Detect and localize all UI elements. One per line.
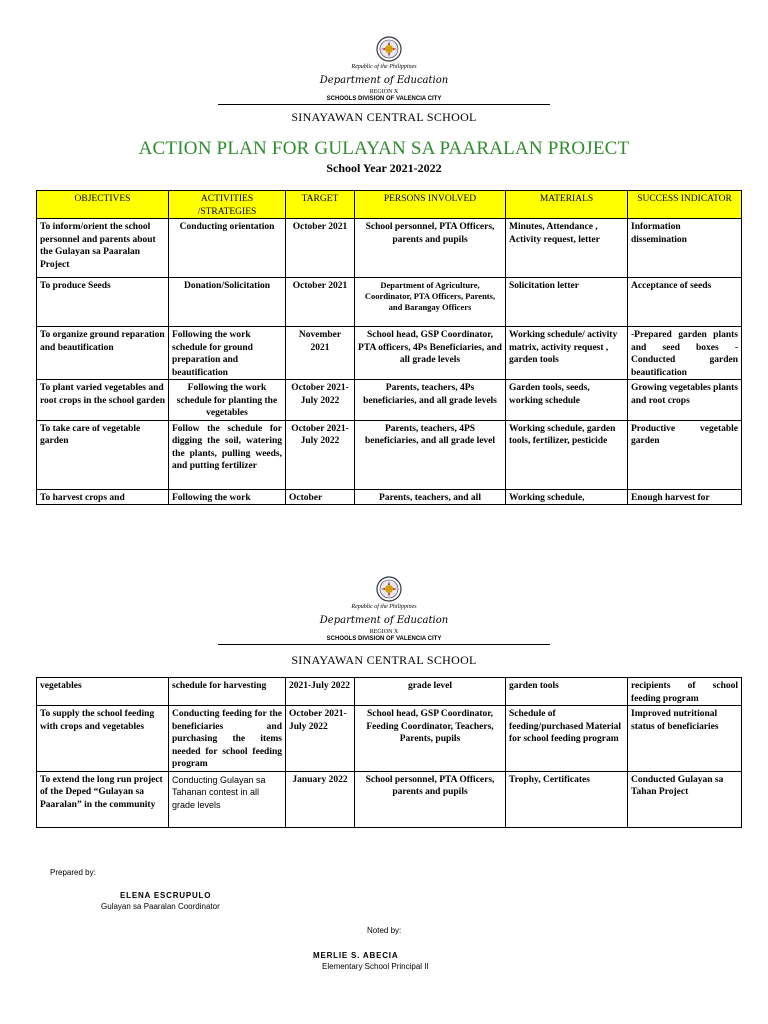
table-cell: Growing vegetables plants and root crops	[628, 380, 742, 421]
region-label: REGION X	[369, 89, 399, 95]
table-cell: Working schedule/ activity matrix, activity request , garden tools	[506, 327, 628, 380]
header-persons-involved: PERSONS INVOLVED	[355, 191, 506, 219]
table-cell: garden tools	[506, 678, 628, 706]
table-cell: Parents, teachers, and all	[355, 489, 506, 505]
table-cell: School head, GSP Coordinator, Feeding Coordinator, Teachers, Parents, pupils	[355, 706, 506, 772]
header-activities: ACTIVITIES /STRATEGIES	[169, 191, 286, 219]
header-success-indicator: SUCCESS INDICATOR	[628, 191, 742, 219]
school-year: School Year 2021-2022	[326, 161, 442, 175]
table-cell: To harvest crops and	[37, 489, 169, 505]
header-objectives: OBJECTIVES	[37, 191, 169, 219]
prepared-by-role: Gulayan sa Paaralan Coordinator	[101, 902, 220, 911]
table-cell: Follow the schedule for digging the soil, watering the plants, pulling weeds, and putting fertilizer	[169, 420, 286, 489]
region-label: REGION X	[369, 629, 399, 635]
table-row	[37, 420, 742, 489]
table-cell: Solicitation letter	[506, 278, 628, 327]
deped-label: Department of Education	[319, 75, 449, 86]
table-cell: October 2021	[286, 278, 355, 327]
deped-seal-icon	[376, 36, 402, 62]
header-divider	[218, 104, 550, 105]
table-cell: Acceptance of seeds	[628, 278, 742, 327]
table-cell: To supply the school feeding with crops and vegetables	[37, 706, 169, 772]
table-cell: School personnel, PTA Officers, parents and pupils	[355, 219, 506, 278]
table-cell: Following the work schedule for planting the vegetables	[169, 380, 286, 421]
division-label: SCHOOLS DIVISION OF VALENCIA CITY	[326, 636, 442, 642]
table-cell: Parents, teachers, 4PS beneficiaries, and all grade level	[355, 420, 506, 489]
table-cell: October 2021-July 2022	[286, 420, 355, 489]
table-cell: To produce Seeds	[37, 278, 169, 327]
table-cell: To extend the long run project of the Deped “Gulayan sa Paaralan” in the community	[37, 771, 169, 827]
table-cell: Minutes, Attendance , Activity request, letter	[506, 219, 628, 278]
table-cell: Conducting feeding for the beneficiaries and purchasing the items needed for school feeding program	[169, 706, 286, 772]
header-target: TARGET	[286, 191, 355, 219]
table-cell: To plant varied vegetables and root crops in the school garden	[37, 380, 169, 421]
prepared-by-name: ELENA ESCRUPULO	[120, 891, 212, 900]
header-materials: MATERIALS	[506, 191, 628, 219]
table-cell: -Prepared garden plants and seed boxes -Conducted garden beautification	[628, 327, 742, 380]
table-row	[37, 489, 742, 505]
deped-seal-icon	[376, 576, 402, 602]
page-2	[0, 560, 768, 1024]
table-cell: Working schedule,	[506, 489, 628, 505]
table-cell: Department of Agriculture, Coordinator, PTA Officers, Parents, and Barangay Officers	[355, 278, 506, 327]
noted-by-role: Elementary School Principal II	[322, 962, 429, 971]
table-cell: Conducted Gulayan sa Tahan Project	[628, 771, 742, 827]
action-plan-table	[36, 190, 742, 505]
table-cell: schedule for harvesting	[169, 678, 286, 706]
table-row	[37, 771, 742, 827]
table-row	[37, 219, 742, 278]
table-cell: Parents, teachers, 4Ps beneficiaries, and all grade levels	[355, 380, 506, 421]
table-cell: To take care of vegetable garden	[37, 420, 169, 489]
republic-label: Republic of the Philippines	[351, 604, 417, 610]
header-divider	[218, 644, 550, 645]
table-cell: October 2021-July 2022	[286, 706, 355, 772]
republic-label: Republic of the Philippines	[351, 64, 417, 70]
table-row	[37, 327, 742, 380]
table-cell: School personnel, PTA Officers, parents and pupils	[355, 771, 506, 827]
table-cell: Conducting Gulayan sa Tahanan contest in all grade levels	[169, 771, 286, 827]
table-cell: Trophy, Certificates	[506, 771, 628, 827]
table-cell: October	[286, 489, 355, 505]
table-cell: To organize ground reparation and beautification	[37, 327, 169, 380]
table-cell: Productive vegetable garden	[628, 420, 742, 489]
noted-by-label: Noted by:	[367, 926, 402, 935]
deped-label: Department of Education	[319, 615, 449, 626]
table-cell: grade level	[355, 678, 506, 706]
table-cell: Conducting orientation	[169, 219, 286, 278]
school-name: SINAYAWAN CENTRAL SCHOOL	[291, 110, 477, 124]
table-cell: School head, GSP Coordinator, PTA officers, 4Ps Beneficiaries, and all grade levels	[355, 327, 506, 380]
table-cell: Schedule of feeding/purchased Material for school feeding program	[506, 706, 628, 772]
table-cell: Enough harvest for	[628, 489, 742, 505]
table-row	[37, 380, 742, 421]
table-cell: recipients of school feeding program	[628, 678, 742, 706]
table-cell: October 2021	[286, 219, 355, 278]
table-cell: To inform/orient the school personnel and parents about the Gulayan sa Paaralan Project	[37, 219, 169, 278]
table-cell: Garden tools, seeds, working schedule	[506, 380, 628, 421]
table-cell: January 2022	[286, 771, 355, 827]
action-plan-table-continued	[36, 677, 742, 828]
table-cell: Working schedule, garden tools, fertilizer, pesticide	[506, 420, 628, 489]
table-cell: November 2021	[286, 327, 355, 380]
table-cell: Donation/Solicitation	[169, 278, 286, 327]
table-cell: Following the work	[169, 489, 286, 505]
document-title: ACTION PLAN FOR GULAYAN SA PAARALAN PROJECT	[138, 138, 630, 159]
table-cell: Information dissemination	[628, 219, 742, 278]
table-row	[37, 278, 742, 327]
table-cell: Improved nutritional status of beneficiaries	[628, 706, 742, 772]
division-label: SCHOOLS DIVISION OF VALENCIA CITY	[326, 96, 442, 102]
table-cell: 2021-July 2022	[286, 678, 355, 706]
table-row	[37, 706, 742, 772]
noted-by-name: MERLIE S. ABECIA	[313, 951, 399, 960]
table-cell: Following the work schedule for ground preparation and beautification	[169, 327, 286, 380]
table-row	[37, 678, 742, 706]
table-cell: October 2021-July 2022	[286, 380, 355, 421]
table-cell: vegetables	[37, 678, 169, 706]
prepared-by-label: Prepared by:	[50, 868, 96, 877]
table-header-row	[37, 191, 742, 219]
school-name: SINAYAWAN CENTRAL SCHOOL	[291, 653, 477, 667]
